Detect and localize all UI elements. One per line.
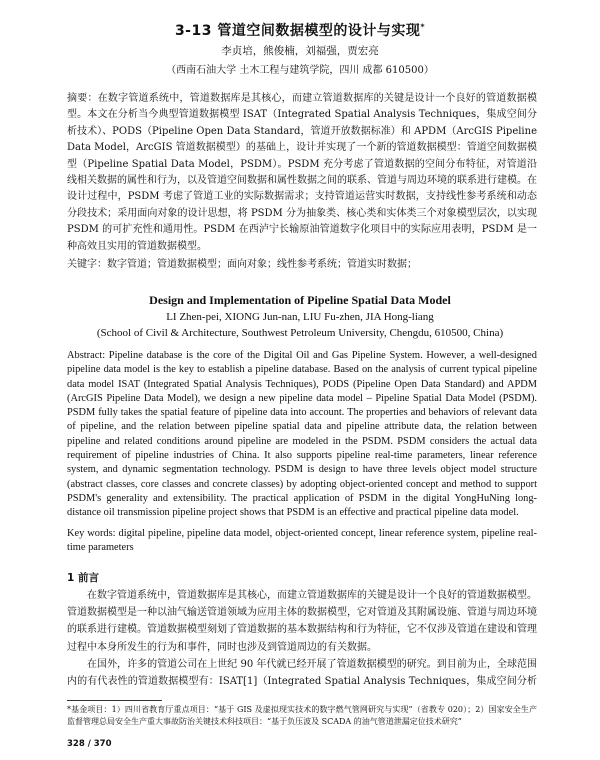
introduction-body	[67, 587, 537, 691]
authors-english: LI Zhen-pei, XIONG Jun-nan, LIU Fu-zhen, JIA Hong-liang	[166, 311, 434, 323]
footnote-funding: *基金项目：1）四川省教育厅重点项目：“基于 GIS 及虚拟现实技术的数字燃气管网研究与实现”（省教专 020）；2）国家安全生产监督管理总局安全生产重大事故防治关键技术科技项目：“基于负压波及 SCADA 的油气管道泄漏定位技术研究”	[67, 705, 537, 726]
paper-title: 3-13 管道空间数据模型的设计与实现*	[174, 22, 426, 39]
section-heading-introduction: 1 前言	[67, 572, 99, 584]
abstract-english: Abstract: Pipeline database is the core of the Digital Oil and Gas Pipeline System. However, a well-designed pipeline data model is the key to establish a pipeline database. Based on the analysis of current typical pipeline data model ISAT (Integrated Spatial Analysis Techniques), PODS (Pipeline Open Data Standard) and APDM (ArcGIS Pipeline Data Model), we design a new pipeline data model – Pipeline Spatial Data Model (PSDM). PSDM fully takes the spatial feature of pipeline data into account. The properties and behaviors of relevant data of pipeline, and the relation between pipeline spatial data and pipeline attribute data, the relation between pipeline and related conditions around pipeline are modeled in the PSDM. PSDM considers the actual data requirement of pipeline industries of China. It also supports pipeline real-time parameters, linear reference system, and dynamic segmentation technology. PSDM is design to have three levels object model structure (abstract classes, core classes and concrete classes) by adopting object-oriented concept and method to support PSDM's generality and extensibility. The practical application of PSDM in the digital YongHuNing long-distance oil transmission pipeline project shows that PSDM is an effective and practical pipeline data model.	[67, 350, 537, 519]
keywords-english: Key words: digital pipeline, pipeline data model, object-oriented concept, linear reference system, pipeline real-time parameters	[67, 528, 537, 554]
affiliation-chinese: （西南石油大学 土木工程与建筑学院，四川 成都 610500）	[166, 65, 434, 76]
abstract-chinese: 摘要：在数字管道系统中，管道数据库是其核心，而建立管道数据库的关键是设计一个良好的管道数据模型。本文在分析当今典型管道数据模型 ISAT（Integrated Spatial Analysis Techniques，集成空间分析技术）、PODS（Pipeline Open Data Standard，管道开放数据标准）和 APDM（ArcGIS Pipeline Data Model，ArcGIS 管道数据模型）的基础上，设计并实现了一个新的管道数据模型：管道空间数据模型（Pipeline Spatial Data Model，PSDM）。PSDM 充分考虑了管道数据的空间分布特征，对管道沿线相关数据的属性和行为，以及管道空间数据和属性数据之间的联系、管道与周边环境的联系进行建模。在设计过程中，PSDM 考虑了管道工业的实际数据需求；支持管道运营实时数据，支持线性参考系统和动态分段技术；采用面向对象的设计思想，将 PSDM 分为抽象类、核心类和实体类三个对象模型层次，以实现 PSDM 的可扩充性和通用性。PSDM 在西泸宁长输原油管道数字化项目中的实际应用表明，PSDM 是一种高效且实用的管道数据模型。	[67, 93, 537, 252]
authors-chinese: 李贞培，熊俊楠，刘福强，贾宏亮	[221, 45, 379, 57]
title-footnote-mark: *	[420, 22, 426, 32]
body-paragraph: 在国外，许多的管道公司在上世纪 90 年代就已经开展了管道数据模型的研究。到目前为止，全球范围内的有代表性的管道数据模型有：ISAT[1]（Integrated Spatial Analysis Techniques，集成空间分析	[67, 658, 537, 688]
page-number: 328 / 370	[67, 739, 112, 749]
keywords-chinese: 关键字：数字管道；管道数据模型；面向对象；线性参考系统；管道实时数据；	[67, 259, 417, 270]
affiliation-english: (School of Civil & Architecture, Southwest Petroleum University, Chengdu, 610500, China)	[96, 327, 504, 339]
footnote-divider	[67, 700, 162, 701]
body-paragraph: 在数字管道系统中，管道数据库是其核心，而建立管道数据库的关键是设计一个良好的管道数据模型。管道数据模型是一种以油气输送管道领域为应用主体的数据模型，它对管道及其附属设施、管道与周边环境的联系进行建模。管道数据模型刻划了管道数据的基本数据结构和行为特征，它不仅涉及管道在建设和管理过程中本身所发生的行为和事件，同时也涉及到管道周边的有关数据。	[67, 590, 537, 653]
paper-title-english: Design and Implementation of Pipeline Spatial Data Model	[149, 293, 451, 307]
